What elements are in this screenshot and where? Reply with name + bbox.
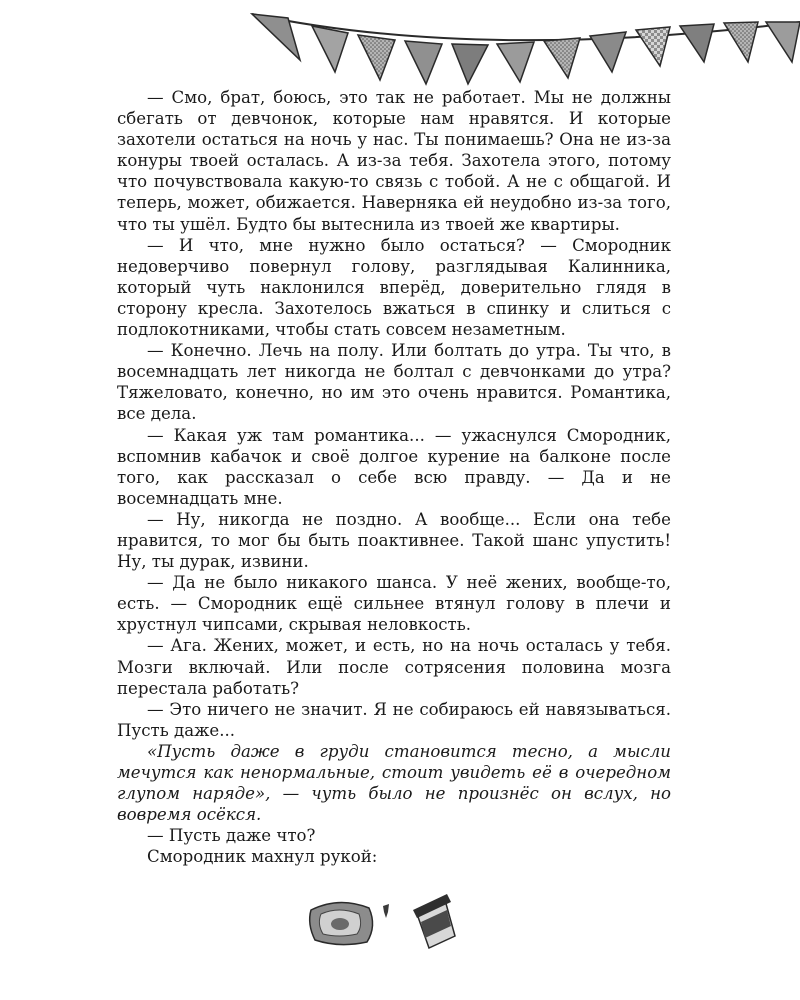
paragraph-3: — Конечно. Лечь на полу. Или болтать до утра. Ты что, в восемнадцать лет никогда не болтал с девчонками до утра? Тяжеловато, конечно, но им это очень нравится. Романтика, все дела.: [117, 341, 671, 424]
story-text: [117, 87, 671, 867]
paragraph-5: — Ну, никогда не поздно. А вообще... Если она тебе нравится, то мог бы быть поактивнее. Такой шанс упустить! Ну, ты дурак, извини.: [117, 509, 671, 572]
snacks-illustration: [305, 892, 475, 952]
coffee-cup-icon: [413, 894, 455, 948]
paragraph-2: — И что, мне нужно было остаться? — Смородник недоверчиво повернул голову, разглядывая Калинника, который чуть наклонился вперёд, доверительно глядя в сторону кресла. Захотелось вжаться в спинку и слиться с подлокотниками, чтобы стать совсем незаметным.: [117, 235, 671, 340]
chip-crumb-icon: [383, 904, 389, 918]
paragraph-6: — Да не было никакого шанса. У неё жених, вообще-то, есть. — Смородник ещё сильнее втянул голову в плечи и хрустнул чипсами, скрывая неловкость.: [117, 573, 671, 635]
paragraph-8: — Это ничего не значит. Я не собираюсь ей навязываться. Пусть даже...: [117, 699, 671, 740]
bunting-decoration: [0, 0, 800, 90]
paragraph-10: — Пусть даже что?: [147, 826, 316, 846]
paragraph-1: — Смо, брат, боюсь, это так не работает. Мы не должны сбегать от девчонок, которые нам нравятся. И которые захотели остаться на ночь у нас. Ты понимаешь? Она не из-за конуры твоей осталась. А из-за тебя. Захотела этого, потому что почувствовала какую-то связь с тобой. А не с общагой. И теперь, может, обижается. Наверняка ей неудобно из-за того, что ты ушёл. Будто бы вытеснила из твоей же квартиры.: [117, 88, 671, 234]
paragraph-7: — Ага. Жених, может, и есть, но на ночь осталась у тебя. Мозги включай. Или после сотрясения половина мозга перестала работать?: [117, 636, 671, 698]
paragraph-11: Смородник махнул рукой:: [147, 847, 378, 867]
paragraph-9-italic: «Пусть даже в груди становится тесно, а мысли мечутся как ненормальные, стоит увидеть её в очередном глупом наряде», — чуть было не произнёс он вслух, но вовремя осёкся.: [117, 741, 671, 825]
chips-bag-icon: [310, 902, 373, 944]
paragraph-4: — Какая уж там романтика... — ужаснулся Смородник, вспомнив кабачок и своё долгое курение на балконе после того, как рассказал о себе всю правду. — Да и не восемнадцать мне.: [117, 425, 671, 508]
